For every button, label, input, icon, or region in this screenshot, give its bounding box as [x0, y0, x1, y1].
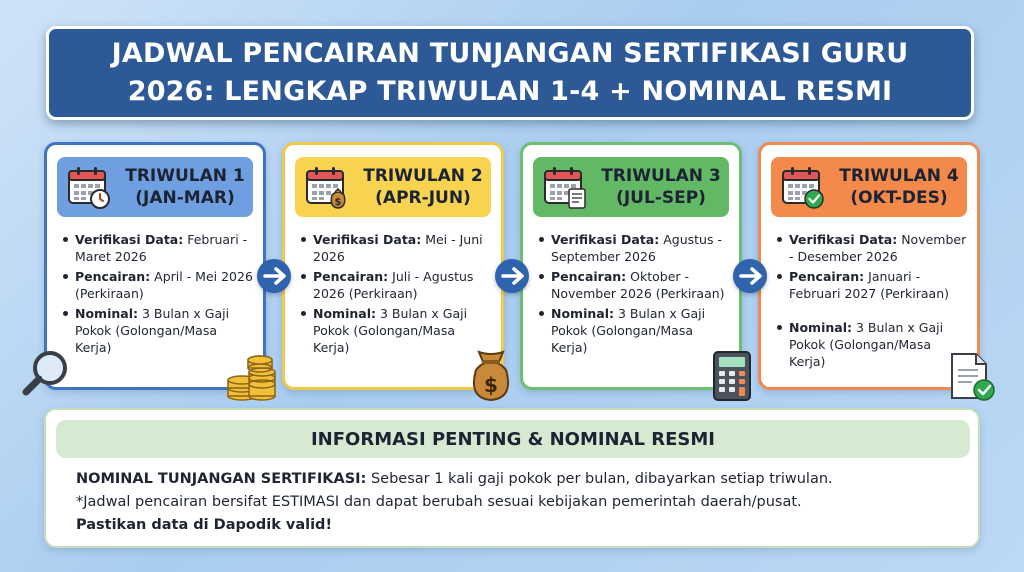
list-item-nominal — [775, 319, 971, 370]
item-value: 3 Bulan x Gaji Pokok (Golongan/Masa Kerja) — [75, 306, 230, 355]
card-title — [119, 165, 251, 209]
list-item-pencairan — [537, 268, 733, 302]
card-details — [299, 231, 495, 359]
list-item-verifikasi — [299, 231, 495, 265]
item-label: Verifikasi Data: — [551, 232, 660, 247]
item-value: Januari - Februari 2027 (Perkiraan) — [789, 269, 949, 301]
card-months: (JAN-MAR) — [135, 188, 235, 208]
item-value: Februari - Maret 2026 — [75, 232, 248, 264]
item-label: Verifikasi Data: — [313, 232, 422, 247]
item-value: Oktober - November 2026 (Perkiraan) — [551, 269, 725, 301]
item-value: Juli - Agustus 2026 (Perkiraan) — [313, 269, 474, 301]
arrow-right-icon — [495, 259, 529, 293]
page-title-line-2: 2026: LENGKAP TRIWULAN 1-4 + NOMINAL RESMI — [127, 76, 893, 107]
item-value: 3 Bulan x Gaji Pokok (Golongan/Masa Kerja) — [313, 306, 468, 355]
card-title — [357, 165, 489, 209]
item-value: Agustus - September 2026 — [551, 232, 722, 264]
item-label: Verifikasi Data: — [789, 232, 898, 247]
card-header — [533, 157, 729, 217]
item-label: Pencairan: — [75, 269, 151, 284]
card-title — [595, 165, 727, 209]
coins-icon — [222, 346, 278, 402]
list-item-verifikasi — [775, 231, 971, 265]
card-triwulan-3 — [520, 142, 742, 390]
document-check-icon — [946, 350, 998, 402]
card-quarter: TRIWULAN 2 — [363, 166, 483, 186]
card-quarter: TRIWULAN 3 — [601, 166, 721, 186]
info-nominal-value: Sebesar 1 kali gaji pokok per bulan, dibayarkan setiap triwulan. — [366, 471, 833, 487]
info-nominal-line — [76, 468, 956, 491]
arrow-right-icon — [257, 259, 291, 293]
calculator-icon — [712, 350, 752, 402]
item-label: Pencairan: — [551, 269, 627, 284]
info-panel — [44, 408, 980, 548]
card-details — [537, 231, 733, 359]
card-header — [57, 157, 253, 217]
item-value: 3 Bulan x Gaji Pokok (Golongan/Masa Kerja) — [789, 320, 944, 369]
item-label: Verifikasi Data: — [75, 232, 184, 247]
list-item-pencairan — [775, 268, 971, 316]
card-months: (OKT-DES) — [850, 188, 948, 208]
item-label: Nominal: — [313, 306, 376, 321]
card-quarter: TRIWULAN 4 — [839, 166, 959, 186]
card-months: (JUL-SEP) — [616, 188, 706, 208]
card-header — [295, 157, 491, 217]
info-nominal-label: NOMINAL TUNJANGAN SERTIFIKASI: — [76, 471, 367, 487]
item-label: Nominal: — [789, 320, 852, 335]
calendar-check-icon — [781, 165, 825, 209]
page-title-banner — [46, 26, 974, 120]
calendar-document-icon — [543, 165, 587, 209]
card-details — [775, 231, 971, 373]
card-months: (APR-JUN) — [375, 188, 471, 208]
card-quarter: TRIWULAN 1 — [125, 166, 245, 186]
item-value: November - Desember 2026 — [789, 232, 967, 264]
list-item-nominal — [537, 305, 733, 356]
calendar-money-icon — [305, 165, 349, 209]
item-label: Nominal: — [551, 306, 614, 321]
item-label: Pencairan: — [313, 269, 389, 284]
svg-text:$: $ — [484, 373, 498, 397]
info-estimate-note: *Jadwal pencairan bersifat ESTIMASI dan dapat berubah sesuai kebijakan pemerintah daerah/pusat. — [76, 494, 802, 510]
info-dapodik-text: Pastikan data di Dapodik valid! — [76, 517, 333, 533]
card-details — [61, 231, 257, 359]
item-label: Pencairan: — [789, 269, 865, 284]
list-item-verifikasi — [537, 231, 733, 265]
list-item-pencairan — [61, 268, 257, 302]
info-dapodik-note — [76, 514, 956, 537]
money-bag-icon — [466, 344, 516, 402]
page-title-line-1: JADWAL PENCAIRAN TUNJANGAN SERTIFIKASI GURU — [111, 38, 909, 69]
info-heading: INFORMASI PENTING & NOMINAL RESMI — [56, 420, 970, 458]
arrow-right-icon — [733, 259, 767, 293]
item-value: 3 Bulan x Gaji Pokok (Golongan/Masa Kerja) — [551, 306, 706, 355]
list-item-verifikasi — [61, 231, 257, 265]
item-value: Mei - Juni 2026 — [313, 232, 483, 264]
info-body — [76, 468, 956, 537]
magnifier-icon — [18, 346, 74, 402]
list-item-pencairan — [299, 268, 495, 302]
item-label: Nominal: — [75, 306, 138, 321]
svg-text:$: $ — [334, 197, 342, 208]
card-title — [833, 165, 965, 209]
item-value: April - Mei 2026 (Perkiraan) — [75, 269, 253, 301]
calendar-clock-icon — [67, 165, 111, 209]
card-header — [771, 157, 967, 217]
